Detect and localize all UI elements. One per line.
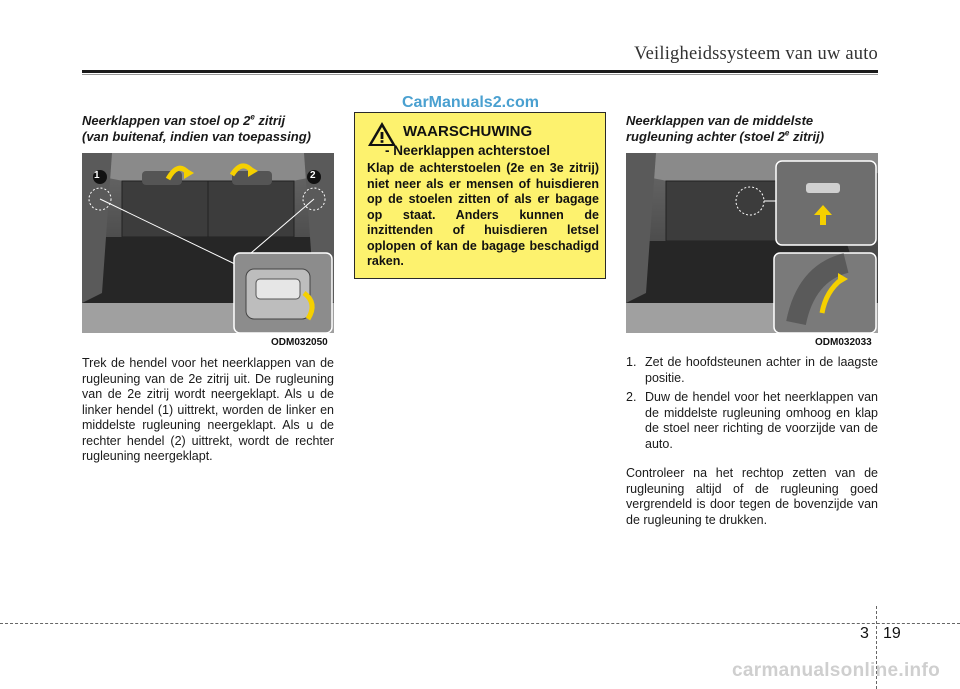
cargo-photo-right [626, 153, 878, 333]
chapter-number: 3 [860, 625, 869, 642]
callout-2-label: 2 [310, 170, 316, 181]
footer-rule [0, 623, 960, 624]
right-body-text: Controleer na het rechtop zetten van de rugleuning altijd of de rugleuning goed vergrendeld is door tegen de bovenzijde van de rugleuning te drukken. [626, 466, 878, 527]
section-title: Veiligheidssysteem van uw auto [634, 44, 878, 64]
left-body-text: Trek de hendel voor het neerklappen van de rugleuning van de 2e zitrij uit. De rugleuning van de 2e zitrij wordt neergeklapt. Als u de linker hendel (1) uittrekt, worden de linker en middelste rugleuning neergeklapt. Als u de rechter hendel (2) uittrekt, wordt de rechter rugleuning neergeklapt. [82, 356, 334, 463]
left-heading: Neerklappen van stoel op 2e zitrij (van buitenaf, indien van toepassing) [82, 112, 311, 144]
warning-box [354, 112, 606, 279]
list-item: 2. Duw de hendel voor het neerklappen van de middelste rugleuning omhoog en klap de stoel neer richting de voorzijde van de auto. [626, 390, 878, 451]
warning-subtitle: - Neerklappen achterstoel [385, 143, 551, 158]
header-rule [82, 70, 878, 73]
right-heading: Neerklappen van de middelste rugleuning achter (stoel 2e zitrij) [626, 113, 825, 144]
list-item: 1. Zet de hoofdsteunen achter in de laagste positie. [626, 355, 878, 385]
warning-title: WAARSCHUWING [403, 123, 533, 140]
watermark-link[interactable]: CarManuals2.com [402, 94, 539, 111]
header-rule-fine [82, 74, 878, 75]
image-code-left: ODM032050 [271, 337, 328, 348]
steps-list [626, 355, 878, 456]
cargo-photo-left [82, 153, 334, 333]
callout-1-label: 1 [94, 170, 100, 181]
footer-watermark: carmanualsonline.info [732, 660, 940, 681]
image-code-right: ODM032033 [815, 337, 872, 348]
page-number: 19 [883, 625, 901, 642]
warning-text: Klap de achterstoelen (2e en 3e zitrij) niet neer als er mensen of huisdieren op de stoelen zitten of als er bagage op staat. Anders kunnen de inzittenden of huisdieren letsel oplopen of kan de bagage beschadigd raken. [367, 161, 599, 268]
